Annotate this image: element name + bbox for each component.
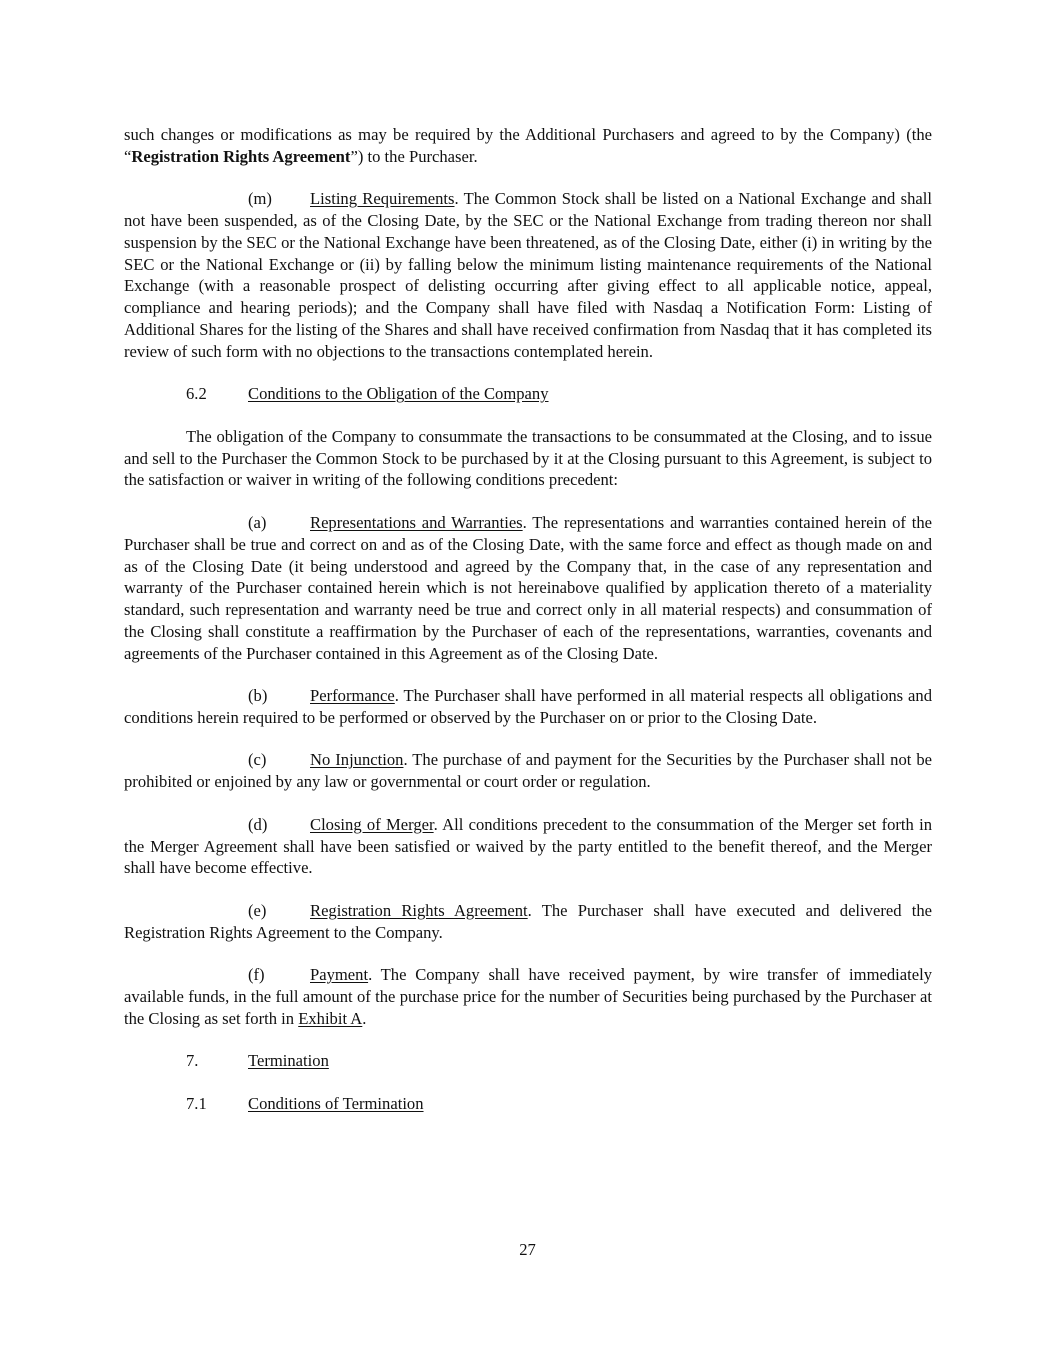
section-number: 7.1 [186, 1093, 207, 1113]
intro-text: such changes or modifications as may be required by the Additional Purchasers and agreed to by the Company) (the “ [124, 125, 932, 166]
clause-title: Payment [310, 965, 369, 985]
exhibit-reference: Exhibit A [298, 1008, 363, 1028]
clause-text-end: . [362, 1008, 367, 1028]
section-number: 6.2 [186, 384, 207, 404]
clause-label: (m) [248, 189, 272, 209]
clause-text: . All conditions precedent to the consummation of the Merger set forth in the Merger Agreement shall have been satisfied or waived by the party entitled to the benefit thereof, and the Merger shall have become effective. [124, 814, 932, 878]
clause-title: No Injunction [310, 750, 404, 770]
section-7-heading [186, 1050, 932, 1072]
clause-label: (e) [248, 900, 267, 920]
clause-text: . The Purchaser shall have executed and delivered the Registration Rights Agreement to the Company. [124, 900, 932, 942]
clause-e [124, 900, 932, 944]
clause-title: Closing of Merger [310, 814, 434, 834]
clause-text: . The Purchaser shall have performed in all material respects all obligations and conditions herein required to be performed or observed by the Purchaser on or prior to the Closing Date. [124, 686, 932, 727]
section-6-2-paragraph: The obligation of the Company to consummate the transactions to be consummated at the Closing, and to issue and sell to the Purchaser the Common Stock to be purchased by it at the Closing pursuant to this Agreement, is subject to the satisfaction or waiver in writing of the following conditions precedent: [124, 426, 932, 490]
clause-a [124, 512, 932, 665]
clause-b [124, 685, 932, 729]
clause-label: (c) [248, 750, 267, 770]
clause-text: . The representations and warranties contained herein of the Purchaser shall be true and correct on and as of the Closing Date, with the same force and effect as though made on and as of the Closing Date (it being understood and agreed by the Company that, in the case of any representation and warranty of the Purchaser contained herein which is not hereinabove qualified by application thereto of a materiality standard, such representation and warranty need be true and correct only in all material respects) and consummation of the Closing shall constitute a reaffirmation by the Purchaser of each of the representations, warranties, covenants and agreements of the Purchaser contained in this Agreement as of the Closing Date. [124, 512, 932, 663]
clause-title: Registration Rights Agreement [310, 900, 528, 920]
clause-label: (d) [248, 814, 268, 834]
page-number: 27 [519, 1240, 536, 1259]
clause-d [124, 814, 932, 879]
clause-m [124, 188, 932, 362]
intro-text-end: ”) to the Purchaser. [350, 146, 478, 166]
defined-term: Registration Rights Agreement [131, 146, 351, 166]
document-page [124, 124, 932, 1135]
intro-paragraph [124, 124, 932, 168]
section-7-1-heading [186, 1093, 932, 1115]
section-6-2-heading [186, 383, 932, 405]
clause-title: Listing Requirements [310, 189, 455, 209]
section-title: Termination [248, 1051, 329, 1071]
clause-text: . The purchase of and payment for the Securities by the Purchaser shall not be prohibited or enjoined by any law or governmental or court order or regulation. [124, 750, 932, 792]
clause-label: (b) [248, 686, 268, 706]
clause-text: . The Company shall have received payment, by wire transfer of immediately available funds, in the full amount of the purchase price for the number of Securities being purchased by the Purchaser at the Closing as set forth in [124, 965, 932, 1028]
clause-label: (a) [248, 512, 267, 532]
section-number: 7. [186, 1051, 199, 1071]
clause-title: Representations and Warranties [310, 512, 523, 532]
section-title: Conditions of Termination [248, 1093, 424, 1113]
clause-text: . The Common Stock shall be listed on a National Exchange and shall not have been suspended, as of the Closing Date, by the SEC or the National Exchange from trading thereon nor shall suspension by the SEC or the National Exchange have been threatened, as of the Closing Date, either (i) in writing by the SEC or the National Exchange or (ii) by falling below the minimum listing maintenance requirements of the National Exchange (with a reasonable prospect of delisting occurring after giving effect to all applicable notice, appeal, compliance and hearing periods); and the Company shall have filed with Nasdaq a Notification Form: Listing of Additional Shares for the listing of the Shares and shall have received confirmation from Nasdaq that it has completed its review of such form with no objections to the transactions contemplated herein. [124, 189, 932, 361]
clause-f [124, 964, 932, 1029]
clause-label: (f) [248, 965, 265, 985]
section-title: Conditions to the Obligation of the Company [248, 384, 549, 404]
clause-title: Performance [310, 686, 395, 706]
clause-c [124, 749, 932, 793]
